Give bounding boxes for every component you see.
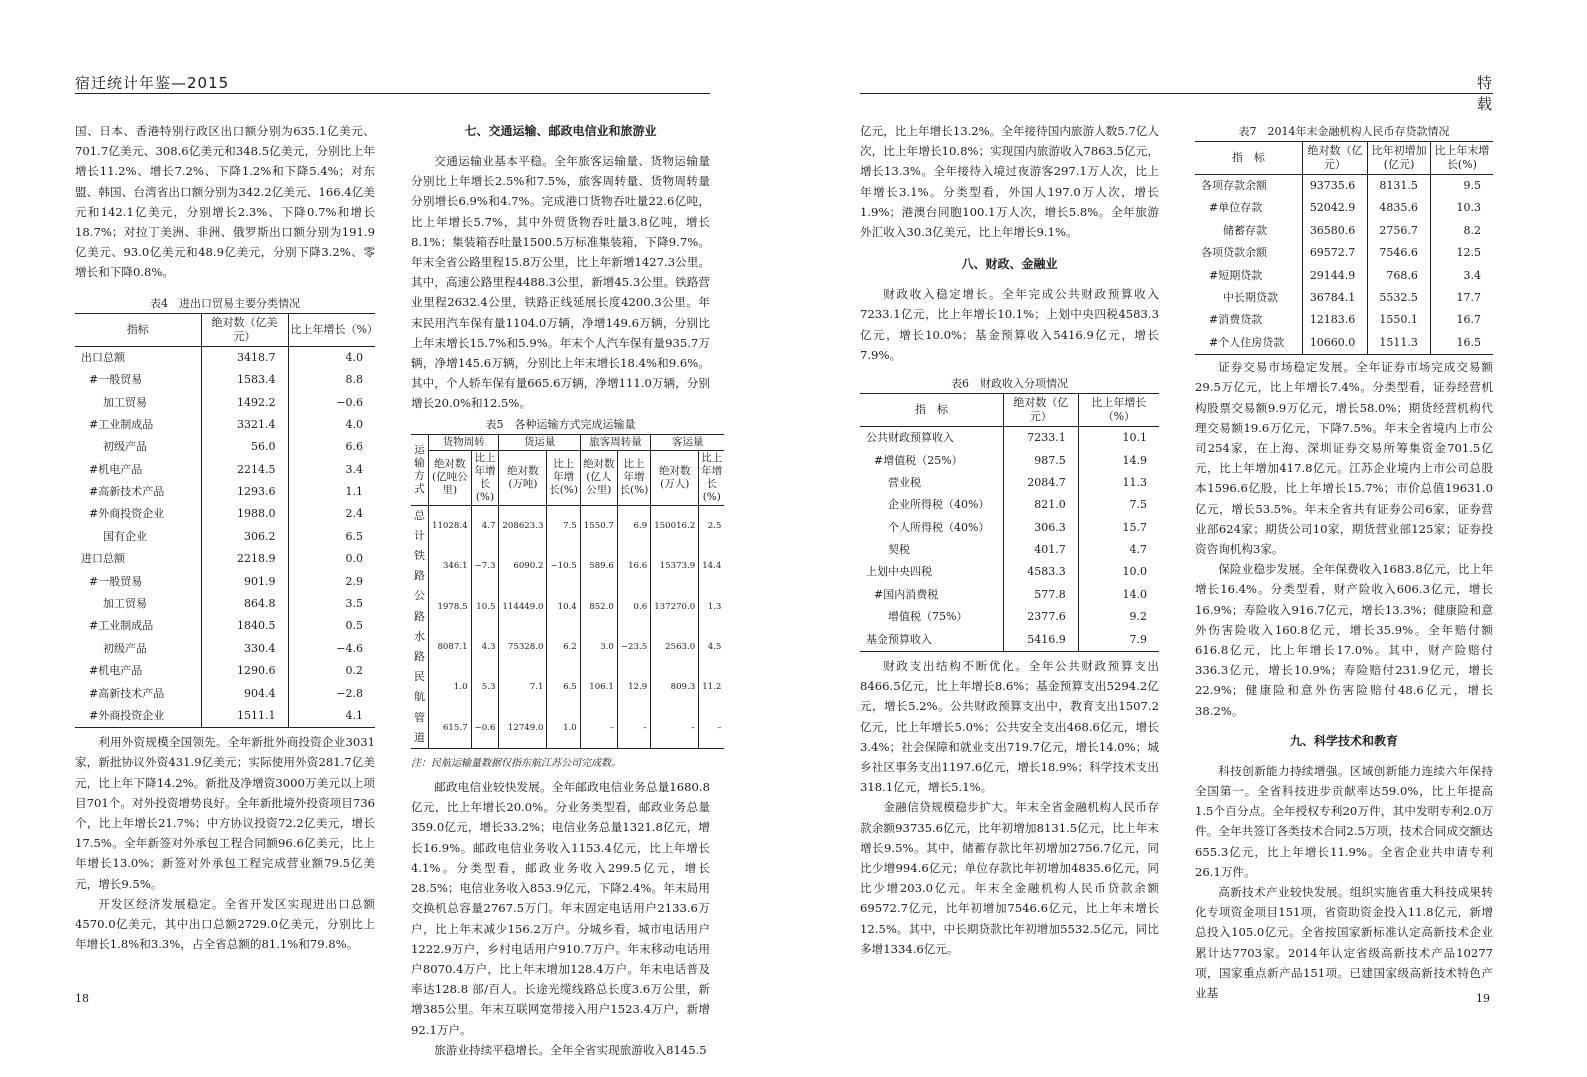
cell-value: 821.0: [1004, 494, 1079, 516]
table-row: [75, 571, 375, 593]
table-caption: 表7 2014年末金融机构人民币存贷款情况: [1238, 125, 1450, 138]
row-label: #国内消费税: [874, 587, 939, 601]
cell-value: 6.9: [617, 505, 650, 546]
cell-value: 137270.0: [651, 586, 699, 626]
cell-value: 1978.5: [429, 586, 472, 626]
cell-value: 9.5: [1430, 175, 1493, 198]
table-caption: 表6 财政收入分项情况: [951, 377, 1068, 391]
table-subheader: 比上年增长(%): [547, 450, 580, 505]
cell-value: 3.0: [580, 627, 617, 667]
cell-value: 1293.6: [201, 481, 288, 503]
table-row: [860, 629, 1159, 652]
table-row: [411, 667, 724, 707]
row-label: 加工贸易: [103, 597, 147, 611]
table-row: [411, 505, 724, 546]
table-subheader: 绝对数(万吨): [499, 450, 547, 505]
row-label: #单位存款: [1209, 201, 1263, 215]
row-label: 企业所得税（40%）: [888, 498, 990, 512]
cell-value: 2377.6: [1004, 606, 1079, 628]
cell-value: 7.9: [1078, 629, 1159, 652]
cell-value: 0.0: [288, 548, 375, 570]
cell-value: 852.0: [580, 586, 617, 626]
cell-value: 12.5: [1430, 242, 1493, 264]
header-rule: [75, 93, 710, 94]
row-label: 总计: [414, 508, 425, 542]
paragraph: 证券交易市场稳定发展。全年证券市场完成交易额29.5万亿元，比上年增长7.4%。分类型看，证券经营机构股票交易额9.9万亿元，增长58.0%；期货经营机构代理交易额19.6万亿元，下降7.5%。年末全省境内上市公司254家，在上海、深圳证券交易所筹集资金701.5亿元，比上年增加417.8亿元。江苏企业境内上市公司总股本1596.6亿股，比上年增长15.7%；市价总值19631.0亿元，增长53.5%。年末全省共有证券公司6家，证券营业部624家；期货公司10家，期货营业部125家；证券投资咨询机构3家。: [1195, 360, 1493, 556]
cell-value: 7233.1: [1004, 427, 1079, 450]
cell-value: 1290.6: [201, 660, 288, 682]
row-label: 上划中央四税: [866, 565, 932, 579]
paragraph: 科技创新能力持续增强。区域创新能力连续六年保持全国第一。全省科技进步贡献率达59.0%，比上年提高1.5个百分点。全年授权专利20万件，其中发明专利2.0万件。全年共签订各类技术合同2.5万项，技术合同成交额达655.3亿元，比上年增长11.9%。全省企业共申请专利26.1万件。: [1195, 763, 1493, 879]
table-header: 比上年增长（%）: [1078, 394, 1159, 427]
table-header: 比上年增长（%）: [288, 313, 375, 346]
cell-value: −23.5: [617, 627, 650, 667]
cell-value: 7.5: [547, 505, 580, 546]
cell-value: 14.9: [1078, 449, 1159, 471]
table-row: [75, 705, 375, 728]
cell-value: −0.6: [471, 708, 499, 749]
cell-value: −10.5: [547, 546, 580, 586]
cell-value: 615.7: [429, 708, 472, 749]
row-label: #工业制成品: [89, 417, 154, 431]
cell-value: 3.4: [1430, 265, 1493, 287]
cell-value: 577.8: [1004, 584, 1079, 606]
row-label: 民航: [414, 670, 425, 704]
cell-value: 864.8: [201, 593, 288, 615]
table-header: 客运量: [651, 434, 725, 450]
cell-value: 306.2: [201, 526, 288, 548]
cell-value: 3418.7: [201, 346, 288, 369]
cell-value: 10.4: [547, 586, 580, 626]
table-row: [860, 606, 1159, 628]
table-row: [1195, 197, 1493, 219]
table-header: 运输方式: [411, 434, 429, 505]
table-header: 比年初增加(亿元): [1368, 142, 1431, 175]
table-row: [1195, 287, 1493, 309]
table-subheader: 比上年增长(%): [617, 450, 650, 505]
table-header: 绝对数（亿美元）: [201, 313, 288, 346]
section-heading: 七、交通运输、邮政电信业和旅游业: [464, 124, 657, 138]
cell-value: 12.9: [617, 667, 650, 707]
cell-value: 7.1: [499, 667, 547, 707]
table-row: [1195, 220, 1493, 242]
cell-value: 14.4: [699, 546, 725, 586]
row-label: 各项存款余额: [1201, 179, 1267, 193]
table-caption: 表5 各种运输方式完成运输量: [485, 417, 636, 431]
column-2: [411, 121, 723, 1060]
cell-value: 10.1: [1078, 427, 1159, 450]
cell-value: 4.7: [1078, 539, 1159, 561]
cell-value: 36580.6: [1302, 220, 1368, 242]
paragraph: 亿元，比上年增长13.2%。全年接待国内旅游人数5.7亿人次，比上年增长10.8%；实现国内旅游收入7863.5亿元，增长13.3%。全年接待入境过夜游客297.1万人次，比上年增长3.1%。分类型看，外国人197.0万人次，增长1.9%；港澳台同胞100.1万人次，增长5.8%。全年旅游外汇收入30.3亿美元，比上年增长9.1%。: [860, 124, 1159, 240]
paragraph: 财政收入稳定增长。全年完成公共财政预算收入7233.1亿元，比上年增长10.1%；上划中央四税4583.3亿元，增长10.0%；基金预算收入5416.9亿元，增长7.9%。: [860, 287, 1159, 362]
header-rule: [860, 93, 1493, 94]
cell-value: 589.6: [580, 546, 617, 586]
table-row: [1195, 242, 1493, 264]
row-label: 出口总额: [81, 350, 125, 364]
row-label: 加工贸易: [103, 395, 147, 409]
paragraph: 金融信贷规模稳步扩大。年末全省金融机构人民币存款余额93735.6亿元，比年初增加8131.5亿元，比上年末增长9.5%。其中，储蓄存款比年初增加2756.7亿元，同比少增994.6亿元；单位存款比年初增加4835.6亿元，同比少增203.0亿元。年末全金融机构人民币贷款余额69572.7亿元，比年初增加7546.6亿元，比上年末增长12.5%。其中，中长期贷款比年初增加5532.5亿元，同比多增1334.6亿元。: [860, 800, 1159, 956]
cell-value: 16.5: [1430, 332, 1493, 355]
table-row: [860, 494, 1159, 516]
cell-value: 1840.5: [201, 615, 288, 637]
table-row: [860, 584, 1159, 606]
cell-value: 1.3: [699, 586, 725, 626]
row-label: #一般贸易: [89, 373, 143, 387]
cell-value: 15.7: [1078, 517, 1159, 539]
page-number: 19: [1476, 992, 1490, 1005]
table-header: 货物周转: [429, 434, 499, 450]
cell-value: 1583.4: [201, 369, 288, 391]
cell-value: 15373.9: [651, 546, 699, 586]
paragraph: 利用外资规模全国领先。全年新批外商投资企业3031家，新批协议外资431.9亿美元；实际使用外资281.7亿美元，比上年下降14.2%。新批及净增资3000万美元以上项目701个。对外投资增势良好。全年新批境外投资项目736个，比上年增长21.7%；中方协议投资72.2亿美元，增长17.5%。全年新签对外承包工程合同额96.6亿美元，比上年增长13.0%；新签对外承包工程完成营业额79.5亿美元，增长9.5%。: [75, 735, 375, 891]
cell-value: 11.3: [1078, 472, 1159, 494]
cell-value: −7.3: [471, 546, 499, 586]
table-header: 货运量: [499, 434, 580, 450]
column-3: [860, 121, 1159, 959]
table-row: [860, 561, 1159, 583]
cell-value: 1988.0: [201, 503, 288, 525]
table-note: 注：民航运输量数据仅指东航江苏公司完成数。: [411, 758, 621, 770]
cell-value: 12749.0: [499, 708, 547, 749]
paragraph: 开发区经济发展稳定。全省开发区实现进出口总额4570.0亿美元，其中出口总额2729.0亿美元，分别比上年增长1.8%和3.3%，占全省总额的81.1%和79.8%。: [75, 896, 375, 952]
row-label: #外商投资企业: [89, 507, 165, 521]
cell-value: 330.4: [201, 638, 288, 660]
table-caption: 表4 进出口贸易主要分类情况: [150, 296, 300, 310]
row-label: 国有企业: [103, 529, 147, 543]
row-label: 水路: [414, 629, 425, 664]
row-label: #增值税（25%）: [874, 453, 963, 467]
cell-value: 5532.5: [1368, 287, 1431, 309]
cell-value: –: [617, 708, 650, 749]
cell-value: 6.5: [288, 526, 375, 548]
paragraph: 旅游业持续平稳增长。全年全省实现旅游收入8145.5: [434, 1042, 707, 1057]
table-header: 绝对数（亿元）: [1004, 394, 1079, 427]
cell-value: 1550.1: [1368, 309, 1431, 331]
row-label: #一般贸易: [89, 574, 143, 588]
page-number: 18: [75, 992, 89, 1005]
cell-value: 306.3: [1004, 517, 1079, 539]
table-row: [860, 449, 1159, 471]
cell-value: 1511.1: [201, 705, 288, 728]
cell-value: 1.0: [547, 708, 580, 749]
section-heading: 八、财政、金融业: [961, 257, 1058, 272]
cell-value: 346.1: [429, 546, 472, 586]
cell-value: 904.4: [201, 682, 288, 704]
cell-value: 75328.0: [499, 627, 547, 667]
cell-value: 10.3: [1430, 197, 1493, 219]
cell-value: 4.0: [288, 346, 375, 369]
table-subheader: 绝对数(万人): [651, 450, 699, 505]
yearbook-title: 宿迁统计年鉴—2015: [75, 74, 230, 92]
cell-value: 987.5: [1004, 449, 1079, 471]
table-row: [75, 638, 375, 660]
row-label: 初级产品: [103, 641, 147, 655]
section-title: 特 载: [1476, 74, 1493, 113]
cell-value: 5.3: [471, 667, 499, 707]
cell-value: 11028.4: [429, 505, 472, 546]
row-label: 储蓄存款: [1223, 223, 1267, 237]
row-label: 基金预算收入: [866, 632, 932, 646]
table-subheader: 绝对数(亿吨公里): [429, 450, 472, 505]
cell-value: 1.1: [288, 481, 375, 503]
cell-value: 9.2: [1078, 606, 1159, 628]
cell-value: 6.2: [547, 627, 580, 667]
table-row: [1195, 175, 1493, 198]
cell-value: 208623.3: [499, 505, 547, 546]
cell-value: 14.0: [1078, 584, 1159, 606]
cell-value: 5416.9: [1004, 629, 1079, 652]
table-row: [75, 615, 375, 637]
row-label: 公路: [414, 589, 425, 623]
row-label: 契税: [888, 543, 910, 557]
table-header: 比上年末增长(%): [1430, 142, 1493, 175]
cell-value: –: [651, 708, 699, 749]
cell-value: 10.0: [1078, 561, 1159, 583]
row-label: 初级产品: [103, 440, 147, 454]
cell-value: 768.6: [1368, 265, 1431, 287]
cell-value: 17.7: [1430, 287, 1493, 309]
row-label: #短期贷款: [1209, 268, 1263, 282]
cell-value: 1511.3: [1368, 332, 1431, 355]
cell-value: 56.0: [201, 436, 288, 458]
cell-value: 901.9: [201, 571, 288, 593]
table-subheader: 比上年增长(%): [471, 450, 499, 505]
cell-value: 2563.0: [651, 627, 699, 667]
row-label: 营业税: [888, 475, 921, 489]
row-label: 铁路: [414, 549, 425, 583]
table-row: [75, 503, 375, 525]
cell-value: 6.5: [547, 667, 580, 707]
table-row: [75, 682, 375, 704]
cell-value: 16.6: [617, 546, 650, 586]
table-header: 指 标: [1195, 142, 1302, 175]
cell-value: 36784.1: [1302, 287, 1368, 309]
cell-value: 11.2: [699, 667, 725, 707]
row-label: 中长期贷款: [1223, 291, 1278, 305]
cell-value: 6090.2: [499, 546, 547, 586]
row-label: #高新技术产品: [89, 686, 165, 700]
cell-value: 8087.1: [429, 627, 472, 667]
cell-value: 4.0: [288, 414, 375, 436]
table-row: [75, 459, 375, 481]
cell-value: 6.6: [288, 436, 375, 458]
cell-value: 809.3: [651, 667, 699, 707]
cell-value: 4583.3: [1004, 561, 1079, 583]
paragraph: 保险业稳步发展。全年保费收入1683.8亿元，比上年增长16.4%。分类型看，财产险收入606.3亿元，增长16.9%；寿险收入916.7亿元，增长13.3%；健康险和意外伤害险收入160.8亿元，增长35.9%。全年赔付额616.8亿元，比上年增长17.0%。其中，财产险赔付336.3亿元，增长10.9%；寿险赔付231.9亿元，增长22.9%；健康险和意外伤害险赔付48.6亿元，增长38.2%。: [1195, 562, 1493, 718]
cell-value: 69572.7: [1302, 242, 1368, 264]
cell-value: 2.9: [288, 571, 375, 593]
cell-value: 12183.6: [1302, 309, 1368, 331]
table-7: [1195, 141, 1493, 355]
cell-value: 3.4: [288, 459, 375, 481]
cell-value: 4835.6: [1368, 197, 1431, 219]
cell-value: 150016.2: [651, 505, 699, 546]
table-row: [75, 593, 375, 615]
cell-value: 29144.9: [1302, 265, 1368, 287]
section-heading: 九、科学技术和教育: [1289, 733, 1398, 748]
column-1: [75, 121, 378, 955]
cell-value: 7546.6: [1368, 242, 1431, 264]
cell-value: 8.2: [1430, 220, 1493, 242]
table-row: [411, 627, 724, 667]
cell-value: −0.6: [288, 391, 375, 413]
paragraph: 财政支出结构不断优化。全年公共财政预算支出8466.5亿元，比上年增长8.6%；基金预算支出5294.2亿元，增长5.2%。公共财政预算支出中，教育支出1507.2亿元，比上年增长5.0%；公共安全支出468.6亿元，增长3.4%；社会保障和就业支出719.7亿元，增长14.0%；城乡社区事务支出1197.6亿元，增长18.9%；科学技术支出318.1亿元，增长5.1%。: [860, 658, 1159, 795]
cell-value: 8131.5: [1368, 175, 1431, 198]
row-label: 进口总额: [81, 552, 125, 566]
paragraph: 国、日本、香港特别行政区出口额分别为635.1亿美元、701.7亿美元、308.6亿美元和348.5亿美元，分别比上年增长11.2%、增长7.2%、下降1.2%和下降5.4%；对东盟、韩国、台湾省出口额分别为342.2亿美元、166.4亿美元和142.1亿美元，分别增长2.3%、下降0.7%和增长18.7%；对拉丁美洲、非洲、俄罗斯出口额分别为191.9亿美元、93.0亿美元和48.9亿美元，分别下降3.2%、零增长和下降0.8%。: [75, 124, 375, 280]
table-row: [75, 436, 375, 458]
cell-value: 2756.7: [1368, 220, 1431, 242]
row-label: #高新技术产品: [89, 485, 165, 499]
paragraph: 邮政电信业较快发展。全年邮政电信业务总量1680.8亿元，比上年增长20.0%。分业务类型看，邮政业务总量359.0亿元，增长33.2%；电信业务总量1321.8亿元，增长16.9%。邮政电信业务收入1153.4亿元，比上年增长4.1%。分类型看，邮政业务收入299.5亿元，增长28.5%；电信业务收入853.9亿元，下降2.4%。年末局用交换机总容量2767.5万门。年末固定电话用户2133.6万户，比上年末减少156.2万户。分城乡看，城市电话用户1222.9万户，乡村电话用户910.7万户。年末移动电话用户8070.4万户，比上年末增加128.4万户。年末电话普及率达128.8 部/百人。长途光缆线路总长度3.6万公里，新增385公里。年末互联网宽带接入用户1523.4万户，新增92.1万户。: [411, 780, 710, 1037]
cell-value: –: [580, 708, 617, 749]
left-page: [0, 0, 780, 1077]
cell-value: 10660.0: [1302, 332, 1368, 355]
row-label: 各项贷款余额: [1201, 246, 1267, 260]
column-4: [1195, 121, 1493, 1003]
table-header: 绝对数（亿元）: [1302, 142, 1368, 175]
table-subheader: 绝对数(亿人公里): [580, 450, 617, 505]
cell-value: 2.5: [699, 505, 725, 546]
table-6: [860, 393, 1159, 652]
cell-value: 7.5: [1078, 494, 1159, 516]
row-label: #机电产品: [89, 462, 143, 476]
cell-value: 4.7: [471, 505, 499, 546]
table-header: 指标: [75, 313, 201, 346]
table-row: [860, 539, 1159, 561]
cell-value: 1492.2: [201, 391, 288, 413]
table-row: [75, 414, 375, 436]
cell-value: 3321.4: [201, 414, 288, 436]
cell-value: 0.6: [617, 586, 650, 626]
row-label: #外商投资企业: [89, 708, 165, 722]
table-header: 指 标: [860, 394, 1004, 427]
cell-value: 10.5: [471, 586, 499, 626]
table-5: [411, 434, 724, 749]
cell-value: 114449.0: [499, 586, 547, 626]
table-row: [75, 369, 375, 391]
cell-value: 0.5: [288, 615, 375, 637]
cell-value: 106.1: [580, 667, 617, 707]
cell-value: 2214.5: [201, 459, 288, 481]
cell-value: 1.0: [429, 667, 472, 707]
cell-value: –: [699, 708, 725, 749]
cell-value: 8.8: [288, 369, 375, 391]
table-header: 旅客周转量: [580, 434, 650, 450]
row-label: #工业制成品: [89, 619, 154, 633]
table-row: [75, 346, 375, 369]
row-label: #消费贷款: [1209, 313, 1263, 327]
row-label: 个人所得税（40%）: [888, 520, 990, 534]
table-row: [75, 391, 375, 413]
paragraph: 高新技术产业较快发展。组织实施省重大科技成果转化专项资金项目151项，省资助资金投入11.8亿元，新增总投入105.0亿元。全省按国家新标准认定高新技术企业累计达7703家。2014年认定省级高新技术产品10277项，国家重点新产品151项。已建国家级高新技术特色产业基: [1195, 885, 1493, 1001]
table-row: [75, 548, 375, 570]
table-row: [860, 472, 1159, 494]
cell-value: 2218.9: [201, 548, 288, 570]
cell-value: 93735.6: [1302, 175, 1368, 198]
cell-value: 401.7: [1004, 539, 1079, 561]
paragraph: 交通运输业基本平稳。全年旅客运输量、货物运输量分别比上年增长2.5%和7.5%，旅客周转量、货物周转量分别增长6.9%和4.7%。完成港口货物吞吐量22.6亿吨，比上年增长5.7%，其中外贸货物吞吐量3.8亿吨，增长8.1%；集装箱吞吐量1500.5万标准集装箱，下降9.7%。年末全省公路里程15.8万公里，比上年新增1427.3公里。其中，高速公路里程4488.3公里，新增45.3公里。铁路营业里程2632.4公里，铁路正线延展长度4200.3公里。年末民用汽车保有量1104.0万辆，净增149.6万辆，分别比上年末增长15.7%和5.9%。年末个人汽车保有量935.7万辆，净增145.6万辆，分别比上年末增长18.4%和9.6%。其中，个人轿车保有量665.6万辆，净增111.0万辆，分别增长20.0%和12.5%。: [411, 154, 710, 411]
right-page: [780, 0, 1587, 1077]
table-row: [411, 586, 724, 626]
row-label: 公共财政预算收入: [866, 431, 954, 445]
cell-value: 4.3: [471, 627, 499, 667]
table-row: [411, 546, 724, 586]
table-row: [75, 526, 375, 548]
cell-value: 1550.7: [580, 505, 617, 546]
cell-value: 2.4: [288, 503, 375, 525]
row-label: 管道: [414, 710, 425, 744]
row-label: #个人住房贷款: [1209, 335, 1285, 349]
table-row: [75, 481, 375, 503]
table-row: [860, 427, 1159, 450]
table-4: [75, 313, 378, 729]
table-row: [1195, 332, 1493, 355]
table-row: [411, 708, 724, 749]
table-row: [1195, 309, 1493, 331]
cell-value: −4.6: [288, 638, 375, 660]
cell-value: 0.2: [288, 660, 375, 682]
cell-value: 4.5: [699, 627, 725, 667]
cell-value: 3.5: [288, 593, 375, 615]
row-label: 增值税（75%）: [888, 610, 968, 624]
table-row: [1195, 265, 1493, 287]
table-row: [75, 660, 375, 682]
cell-value: 2084.7: [1004, 472, 1079, 494]
row-label: #机电产品: [89, 664, 143, 678]
cell-value: 16.7: [1430, 309, 1493, 331]
table-subheader: 比上年增长(%): [699, 450, 725, 505]
cell-value: 4.1: [288, 705, 375, 728]
cell-value: −2.8: [288, 682, 375, 704]
cell-value: 52042.9: [1302, 197, 1368, 219]
table-row: [860, 517, 1159, 539]
